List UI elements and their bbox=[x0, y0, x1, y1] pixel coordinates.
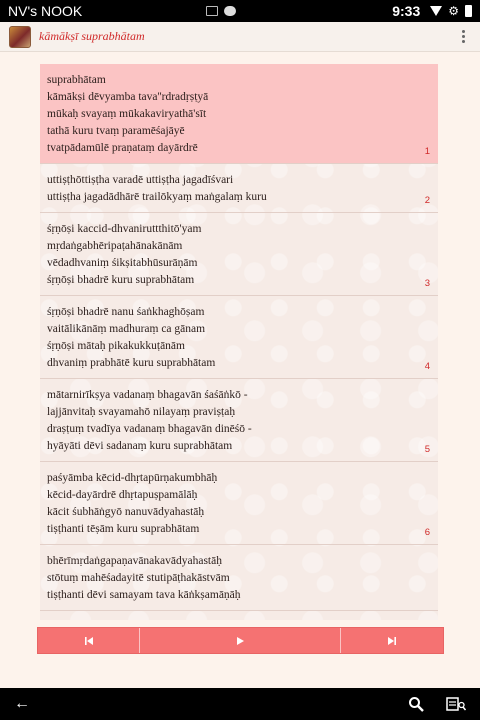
skip-previous-icon bbox=[84, 636, 94, 646]
verse-line: mṛdaṅgabhēripaṭahānakānām bbox=[47, 240, 183, 252]
verse-item[interactable] bbox=[40, 64, 438, 164]
verse-number: 2 bbox=[424, 195, 430, 206]
verse-line: kācit śubhāṅgyō nanuvādyahastāḥ bbox=[47, 506, 205, 518]
verse-line: mātarnirīkṣya vadanaṃ bhagavān śaśāṅkō - bbox=[47, 389, 248, 401]
verse-line: bhērīmṛdaṅgapaṇavānakavādyahastāḥ bbox=[47, 555, 222, 567]
verse-number: 3 bbox=[424, 278, 430, 289]
verse-line: lajjānvitaḥ svayamahō nilayaṃ praviṣṭaḥ bbox=[47, 406, 236, 418]
verse-line: śṛṇōṣi bhadrē nanu śaṅkhaghōṣam bbox=[47, 306, 205, 318]
chat-notification-icon bbox=[224, 6, 236, 16]
verse-line: draṣṭuṃ tvadīya vadanaṃ bhagavān dinēśō - bbox=[47, 423, 252, 435]
gallery-notification-icon bbox=[206, 6, 218, 16]
app-logo-icon[interactable] bbox=[9, 26, 31, 48]
verse-line: uttiṣṭha jagadādhārē trailōkyaṃ maṅgalaṃ kuru bbox=[47, 191, 267, 203]
more-vert-icon[interactable] bbox=[452, 30, 474, 43]
verse-item[interactable] bbox=[40, 545, 438, 611]
verse-line: śṛṇōṣi mātaḥ pikakukkuṭānām bbox=[47, 340, 185, 352]
nav-right-group bbox=[408, 696, 466, 712]
system-nav-bar bbox=[0, 688, 480, 720]
play-button[interactable] bbox=[140, 628, 341, 653]
verse-number: 4 bbox=[424, 361, 430, 372]
verse-item[interactable] bbox=[40, 164, 438, 213]
verse-line: paśyāmba kēcid-dhṛtapūrṇakumbhāḥ bbox=[47, 472, 218, 484]
verse-line: hyāyāti dēvi sadanaṃ kuru suprabhātam bbox=[47, 440, 233, 452]
verse-line: tathā kuru tvaṃ paramēśajāyē bbox=[47, 125, 185, 137]
app-bar bbox=[0, 22, 480, 52]
verse-number: 1 bbox=[424, 146, 430, 157]
verse-line: mūkaḥ svayaṃ mūkakaviryathā'sīt bbox=[47, 108, 207, 120]
verse-line: dhvaniṃ prabhātē kuru suprabhātam bbox=[47, 357, 216, 369]
wifi-icon bbox=[430, 6, 442, 16]
playback-controls bbox=[37, 627, 444, 654]
verse-line: tiṣṭhanti tēṣām kuru suprabhātam bbox=[47, 523, 200, 535]
verse-item[interactable] bbox=[40, 296, 438, 379]
reader-icon[interactable] bbox=[446, 697, 466, 711]
battery-icon bbox=[465, 5, 472, 17]
search-icon[interactable] bbox=[408, 696, 424, 712]
next-button[interactable] bbox=[341, 628, 443, 653]
skip-next-icon bbox=[387, 636, 397, 646]
back-arrow-icon[interactable]: ← bbox=[14, 695, 30, 712]
verse-line: kēcid-dayārdrē dhṛtapuṣpamālāḥ bbox=[47, 489, 198, 501]
carrier-label: NV's NOOK bbox=[8, 3, 83, 19]
verse-line: uttiṣṭhōttiṣṭha varadē uttiṣṭha jagadīśvari bbox=[47, 174, 234, 186]
verse-line: suprabhātam bbox=[47, 74, 106, 86]
page-title: kāmākṣī suprabhātam bbox=[39, 29, 145, 43]
play-icon bbox=[235, 636, 245, 646]
verse-line: kāmākṣi dēvyamba tava''rdradṛṣṭyā bbox=[47, 91, 209, 103]
clock: 9:33 bbox=[392, 3, 421, 19]
verse-item[interactable] bbox=[40, 379, 438, 462]
verse-list[interactable] bbox=[40, 64, 438, 620]
settings-icon[interactable]: ⚙ bbox=[448, 4, 459, 18]
verse-line: vēdadhvaniṃ śikṣitabhūsurāṇām bbox=[47, 257, 198, 269]
verse-item[interactable] bbox=[40, 213, 438, 296]
verse-line: śṛṇōṣi kaccid-dhvaniruttthitō'yam bbox=[47, 223, 202, 235]
verse-line: vaitālikānāṃ madhuraṃ ca gānam bbox=[47, 323, 206, 335]
status-icons bbox=[206, 3, 480, 19]
verse-line: stōtuṃ mahēśadayitē stutipāṭhakāstvām bbox=[47, 572, 230, 584]
verse-number: 5 bbox=[424, 444, 430, 455]
verse-line: śṛṇōṣi bhadrē kuru suprabhātam bbox=[47, 274, 195, 286]
verse-line: tvatpādamūlē praṇataṃ dayārdrē bbox=[47, 142, 198, 154]
status-bar bbox=[0, 0, 480, 22]
verse-item[interactable] bbox=[40, 462, 438, 545]
verse-number: 6 bbox=[424, 527, 430, 538]
previous-button[interactable] bbox=[38, 628, 140, 653]
verse-line: tiṣṭhanti dēvi samayam tava kāṅkṣamāṇāḥ bbox=[47, 589, 241, 601]
